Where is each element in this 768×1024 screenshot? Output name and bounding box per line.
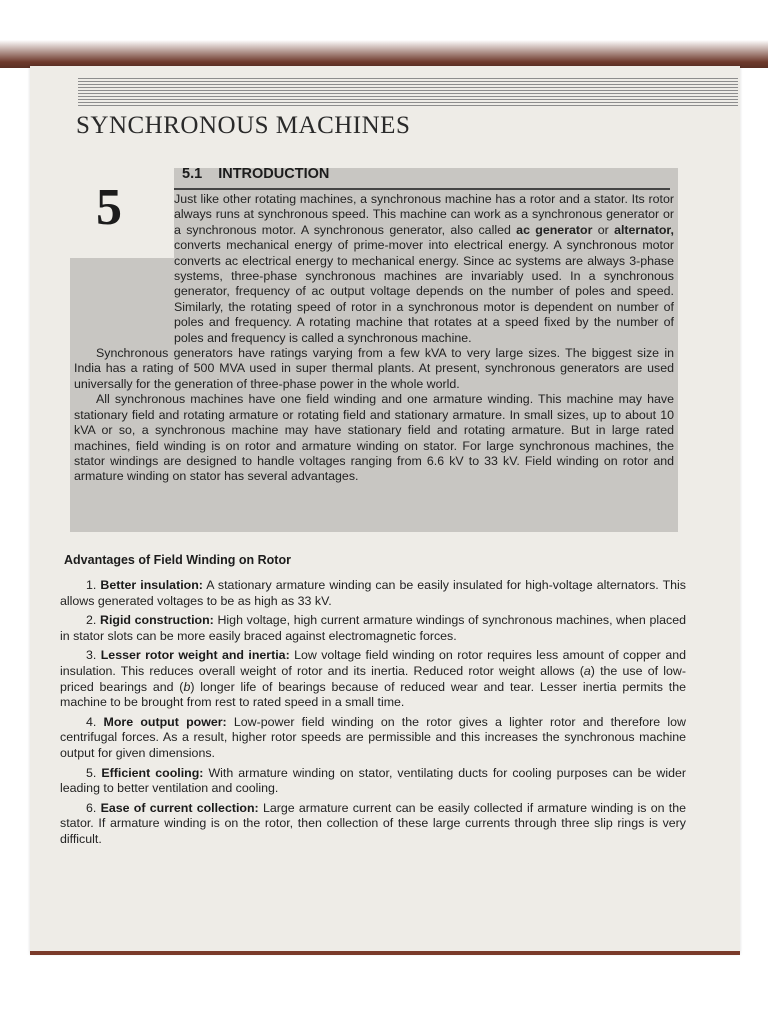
item-marker-b: b [183,679,191,694]
intro-paragraph-3: All synchronous machines have one field winding and one armature winding. This machine may have stationary field and rotating armature or rotating field and stationary armature. In small sizes, up to about 10 kVA or so, a synchronous machine may have stationary field and rotating armature. But in large rated machines, field winding is on rotor and armature winding on stator. For large synchronous machines, the stator windings are designed to handle voltages ranging from 6.6 kV to 33 kV. Field winding on rotor and armature winding on stator has several advantages. [74,392,674,484]
item-number: 6. [86,800,97,815]
item-title: Ease of current collection: [100,800,259,815]
advantage-item [60,578,686,609]
chapter-number: 5 [96,179,122,236]
item-text: Large armature current can be easily collected if armature winding is on the stator. If armature winding is on the rotor, then collection of these large currents through three slip rings is very difficult. [60,800,686,846]
intro-paragraph-1 [174,192,674,346]
item-text: With armature winding on stator, ventilating ducts for cooling purposes can be wider leading to better ventilation and cooling. [60,765,686,796]
item-text: A stationary armature winding can be easily insulated for high-voltage alternators. This allows generated voltages to be as high as 33 kV. [60,578,686,608]
section-heading [182,166,329,182]
item-number: 1. [86,578,97,592]
item-number: 2. [86,613,97,628]
item-title: Rigid construction: [100,613,214,628]
book-page [30,66,740,954]
advantage-item [60,648,686,710]
advantages-heading: Advantages of Field Winding on Rotor [64,553,291,567]
item-number: 5. [86,765,97,780]
item-text: Low voltage field winding on rotor requires less amount of copper and insulation. This reduces overall weight of rotor and its inertia. Reduced rotor weight allows ( [60,648,686,678]
item-title: Better insulation: [100,578,203,592]
item-text: ) longer life of bearings because of reduced wear and tear. Lesser inertia permits the machine to be brought from rest to rated speed in a small time. [60,679,686,710]
intro-paragraph-2: Synchronous generators have ratings varying from a few kVA to very large sizes. The biggest size in India has a rating of 500 MVA used in super thermal plants. At present, synchronous generators are used universally for the generation of three-phase power in the whole world. [74,346,674,391]
chapter-title: SYNCHRONOUS MACHINES [76,112,411,139]
term-ac-generator: ac generator [516,222,593,237]
section-number: 5.1 [182,166,203,182]
text-span: or [592,222,615,237]
advantage-item [60,613,686,644]
introduction-text [74,192,674,485]
text-span: converts mechanical energy of prime-mover into electrical energy. A synchronous motor converts ac electrical energy to mechanical energy. Since ac systems are always 3-phase systems, three-phase synchronous machines are invariably used. In a synchronous generator, frequency of ac output voltage depends on the number of poles and speed. Similarly, the rotating speed of rotor in a synchronous motor is dependent on number of poles and frequency. A rotating machine that rotates at a speed fixed by the number of poles and frequency is called a synchronous machine. [174,238,674,345]
advantages-list [60,578,686,852]
item-text: High voltage, high current armature windings of synchronous machines, when placed in stator slots can be more easily braced against electromagnetic forces. [60,613,686,643]
item-text: ) the use of low-priced bearings and ( [60,663,686,694]
advantage-item [60,766,686,797]
page-bottom-edge [30,951,740,955]
item-title: Efficient cooling: [101,765,204,780]
section-rule [174,188,670,190]
item-number: 4. [86,714,97,729]
background-top [0,0,768,68]
advantage-item [60,715,686,762]
section-title: INTRODUCTION [218,166,330,182]
item-number: 3. [86,648,97,663]
header-rules [78,76,738,106]
item-title: More output power: [103,714,227,729]
item-title: Lesser rotor weight and inertia: [100,648,290,663]
term-alternator: alternator, [614,222,674,237]
text-span: Just like other rotating machines, a synchronous machine has a rotor and a stator. Its rotor always runs at synchronous speed. This machine can work as a synchronous generator or a synchronous motor. A synchronous generator, also called [174,192,674,237]
advantage-item [60,801,686,848]
item-marker-a: a [583,663,591,678]
item-text: Low-power field winding on the rotor gives a lighter rotor and therefore low centrifugal forces. As a result, higher rotor speeds are permissible and this increases the synchronous machine output for given dimensions. [60,714,686,760]
